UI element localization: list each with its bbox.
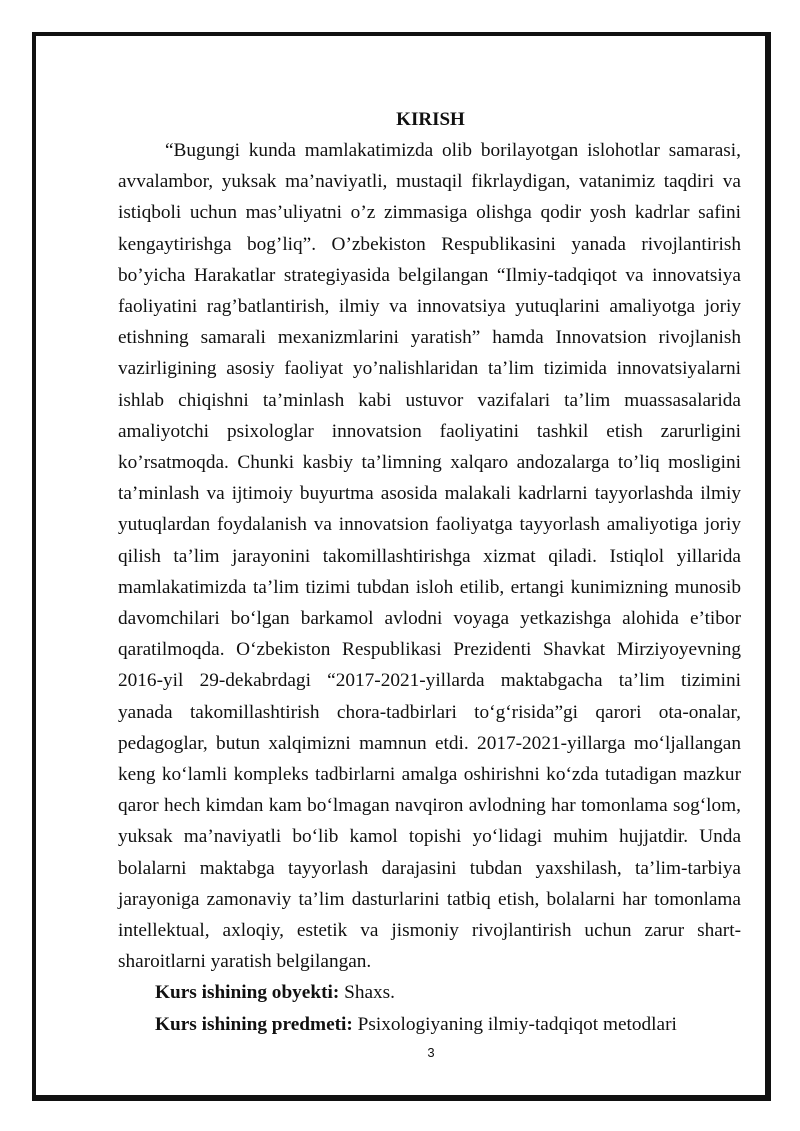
course-subject-value: Psixologiyaning ilmiy-tadqiqot metodlari: [352, 1013, 677, 1035]
course-subject-label: Kurs ishining predmeti:: [155, 1013, 353, 1035]
page-number: 3: [427, 1045, 435, 1060]
course-object-value: Shaxs.: [339, 982, 396, 1004]
course-object-line: [118, 977, 741, 1008]
course-subject-line: [118, 1009, 741, 1040]
document-body: [118, 104, 741, 1040]
course-object-label: Kurs ishining obyekti:: [155, 982, 340, 1004]
intro-paragraph: “Bugungi kunda mamlakatimizda olib borilayotgan islohotlar samarasi, avvalambor, yuksak ma’naviyatli, mustaqil fikrlaydigan, vatanimiz taqdiri va istiqboli uchun mas’uliyatni o’z zimmasiga olishga qodir yosh kadrlar safini kengaytirishga bog’liq”. O’zbekiston Respublikasini yanada rivojlantirish bo’yicha Harakatlar strategiyasida belgilangan “Ilmiy-tadqiqot va innovatsiya faoliyatini rag’batlantirish, ilmiy va innovatsiya yutuqlarini amaliyotga joriy etishning samarali mexanizmlarini yaratish” hamda Innovatsion rivojlanish vazirligining asosiy faoliyat yo’nalishlaridan ta’lim tizimida innovatsiyalarni ishlab chiqishni ta’minlash kabi ustuvor vazifalari ta’lim muassasalarida amaliyotchi psixologlar innovatsion faoliyatini tashkil etish zarurligini ko’rsatmoqda. Chunki kasbiy ta’limning xalqaro andozalarga to’liq mosligini ta’minlash va ijtimoiy buyurtma asosida malakali kadrlarni tayyorlashda ilmiy yutuqlardan foydalanish va innovatsion faoliyatga tayyorlash amaliyotiga joriy qilish ta’lim jarayonini takomillashtirishga xizmat qiladi. Istiqlol yillarida mamlakatimizda ta’lim tizimi tubdan isloh etilib, ertangi kunimizning munosib davomchilari bo‘lgan barkamol avlodni voyaga yetkazishga alohida e’tibor qaratilmoqda. O‘zbekiston Respublikasi Prezidenti Shavkat Mirziyoyevning 2016-yil 29-dekabrdagi “2017-2021-yillarda maktabgacha ta’lim tizimini yanada takomillashtirish chora-tadbirlari to‘g‘risida”gi qarori ota-onalar, pedagoglar, butun xalqimizni mamnun etdi. 2017-2021-yillarga mo‘ljallangan keng ko‘lamli kompleks tadbirlarni amalga oshirishni ko‘zda tutadigan mazkur qaror hech kimdan kam bo‘lmagan navqiron avlodning har tomonlama sog‘lom, yuksak ma’naviyatli bo‘lib kamol topishi yo‘lidagi muhim hujjatdir. Unda bolalarni maktabga tayyorlash darajasini tubdan yaxshilash, ta’lim-tarbiya jarayoniga zamonaviy ta’lim dasturlarini tatbiq etish, bolalarni har tomonlama intellektual, axloqiy, estetik va jismoniy rivojlantirish uchun zarur shart-sharoitlarni yaratish belgilangan.: [118, 140, 741, 973]
section-heading: KIRISH: [396, 109, 465, 130]
